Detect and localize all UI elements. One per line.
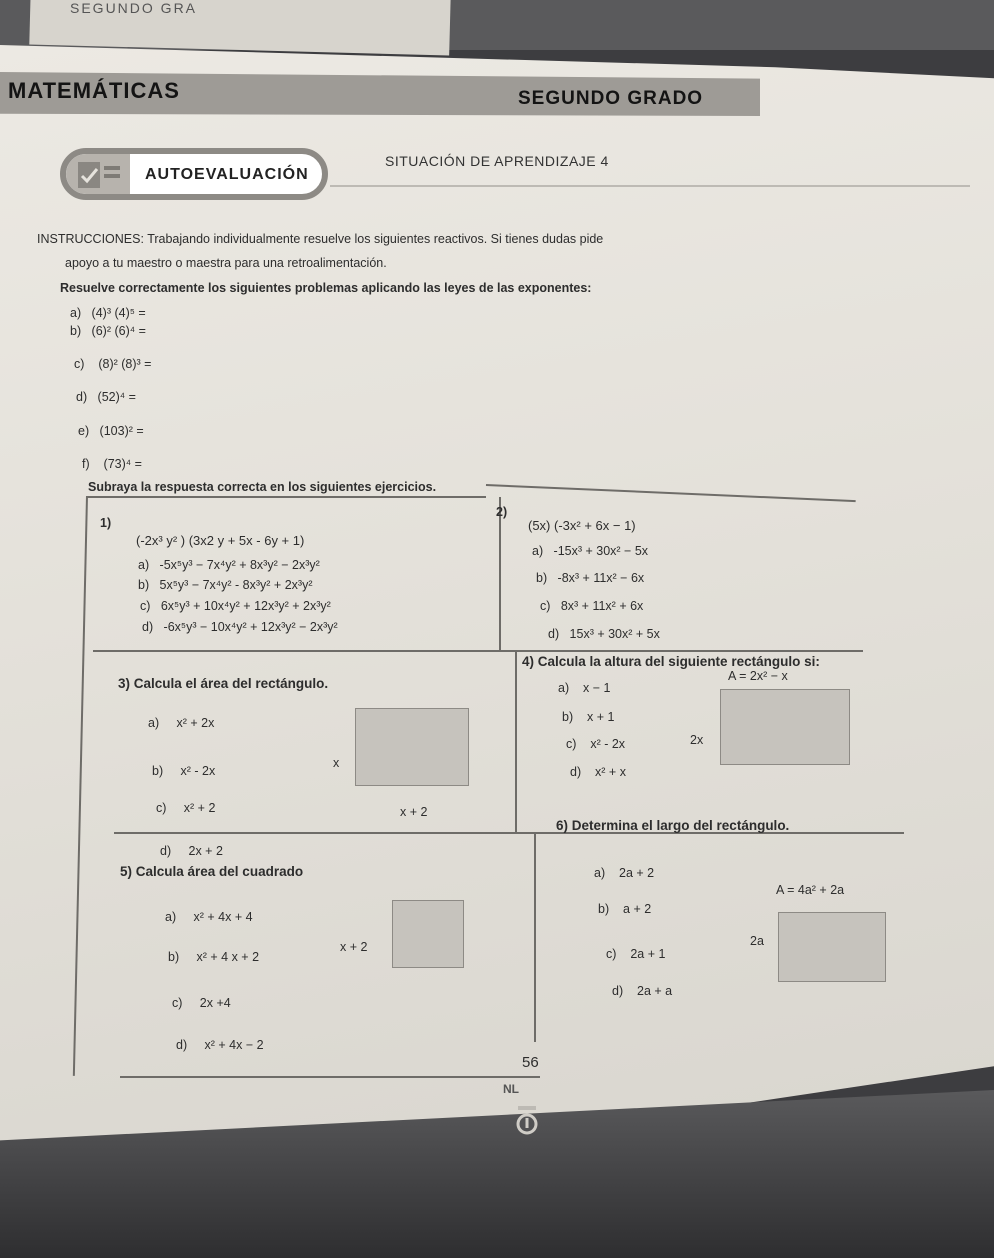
q6-option[interactable]: d) 2a + a <box>612 984 673 998</box>
box-top-border <box>86 496 486 498</box>
q3-option[interactable]: a) x² + 2x <box>148 716 215 730</box>
q3-title: 3) Calcula el área del rectángulo. <box>118 676 329 691</box>
row-divider-1 <box>93 650 863 652</box>
q2-option[interactable]: a) -15x³ + 30x² − 5x <box>532 544 649 558</box>
col-divider-1 <box>499 497 501 650</box>
q3-option[interactable]: d) 2x + 2 <box>160 844 223 858</box>
instructions-line-1: INSTRUCCIONES: Trabajando individualmente resuelve los siguientes reactivos. Si tienes dudas pide <box>37 232 604 246</box>
col-divider-3 <box>534 832 536 1042</box>
page-number: 56 <box>522 1054 539 1071</box>
q4-option[interactable]: a) x − 1 <box>558 681 611 695</box>
q2-option[interactable]: b) -8x³ + 11x² − 6x <box>536 571 645 585</box>
q5-option[interactable]: a) x² + 4x + 4 <box>165 910 253 924</box>
q2-option[interactable]: d) 15x³ + 30x² + 5x <box>548 627 660 641</box>
header-rule <box>330 185 970 187</box>
situation-label: SITUACIÓN DE APRENDIZAJE 4 <box>385 153 609 169</box>
q2-option[interactable]: c) 8x³ + 11x² + 6x <box>540 599 644 613</box>
q6-option[interactable]: a) 2a + 2 <box>594 866 655 880</box>
q6-option[interactable]: b) a + 2 <box>598 902 652 916</box>
q2-expression: (5x) (-3x² + 6x − 1) <box>528 518 636 533</box>
q2-number: 2) <box>496 505 508 519</box>
box-bottom-border <box>120 1076 540 1078</box>
q1-option[interactable]: a) -5x⁵y³ − 7x⁴y² + 8x³y² − 2x³y² <box>138 558 320 572</box>
q4-title: 4) Calcula la altura del siguiente rectángulo si: <box>522 654 820 669</box>
q6-area-label: A = 4a² + 2a <box>776 883 845 897</box>
task-instruction: Resuelve correctamente los siguientes problemas aplicando las leyes de las exponentes: <box>60 281 592 295</box>
q5-option[interactable]: d) x² + 4x − 2 <box>176 1038 264 1052</box>
q4-rectangle <box>720 689 850 765</box>
state-logo-icon <box>512 1100 542 1140</box>
q4-side-label: 2x <box>690 733 704 747</box>
q5-title: 5) Calcula área del cuadrado <box>120 864 304 879</box>
q4-option[interactable]: b) x + 1 <box>562 710 615 724</box>
q6-side-label: 2a <box>750 934 764 948</box>
exp-problem: a) (4)³ (4)⁵ = <box>70 306 146 320</box>
q3-bottom-label: x + 2 <box>400 805 428 819</box>
q1-option[interactable]: b) 5x⁵y³ − 7x⁴y² - 8x³y² + 2x³y² <box>138 578 313 592</box>
q5-side-label: x + 2 <box>340 940 368 954</box>
q3-side-label: x <box>333 756 340 770</box>
q6-rectangle <box>778 912 886 982</box>
nl-logo: NL <box>503 1082 519 1096</box>
exp-problem: d) (52)⁴ = <box>76 390 136 404</box>
q3-option[interactable]: c) x² + 2 <box>156 801 216 815</box>
exp-problem: e) (103)² = <box>78 424 144 438</box>
checklist-icon <box>66 154 130 194</box>
q6-title: 6) Determina el largo del rectángulo. <box>556 818 790 833</box>
subject-title: MATEMÁTICAS <box>8 78 180 103</box>
previous-page-label: SEGUNDO GRA <box>70 0 198 16</box>
q5-square <box>392 900 464 968</box>
q4-option[interactable]: c) x² - 2x <box>566 737 626 751</box>
q5-option[interactable]: b) x² + 4 x + 2 <box>168 950 260 964</box>
q5-option[interactable]: c) 2x +4 <box>172 996 231 1010</box>
exp-problem: c) (8)² (8)³ = <box>74 357 152 371</box>
q3-option[interactable]: b) x² - 2x <box>152 764 216 778</box>
q1-option[interactable]: d) -6x⁵y³ − 10x⁴y² + 12x³y² − 2x³y² <box>142 620 338 634</box>
exp-problem: b) (6)² (6)⁴ = <box>70 324 146 338</box>
q4-option[interactable]: d) x² + x <box>570 765 626 779</box>
col-divider-2 <box>515 650 517 832</box>
underline-instruction: Subraya la respuesta correcta en los siguientes ejercicios. <box>88 480 437 494</box>
exp-problem: f) (73)⁴ = <box>82 457 142 471</box>
grade-title: SEGUNDO GRADO <box>518 88 704 109</box>
q4-area-label: A = 2x² − x <box>728 669 788 683</box>
q1-expression: (-2x³ y² ) (3x2 y + 5x - 6y + 1) <box>136 533 305 548</box>
instructions-line-2: apoyo a tu maestro o maestra para una retroalimentación. <box>65 256 387 270</box>
q3-rectangle <box>355 708 469 786</box>
q6-option[interactable]: c) 2a + 1 <box>606 947 666 961</box>
q1-number: 1) <box>100 516 112 530</box>
section-label: AUTOEVALUACIÓN <box>145 166 309 183</box>
q1-option[interactable]: c) 6x⁵y³ + 10x⁴y² + 12x³y² + 2x³y² <box>140 599 331 613</box>
